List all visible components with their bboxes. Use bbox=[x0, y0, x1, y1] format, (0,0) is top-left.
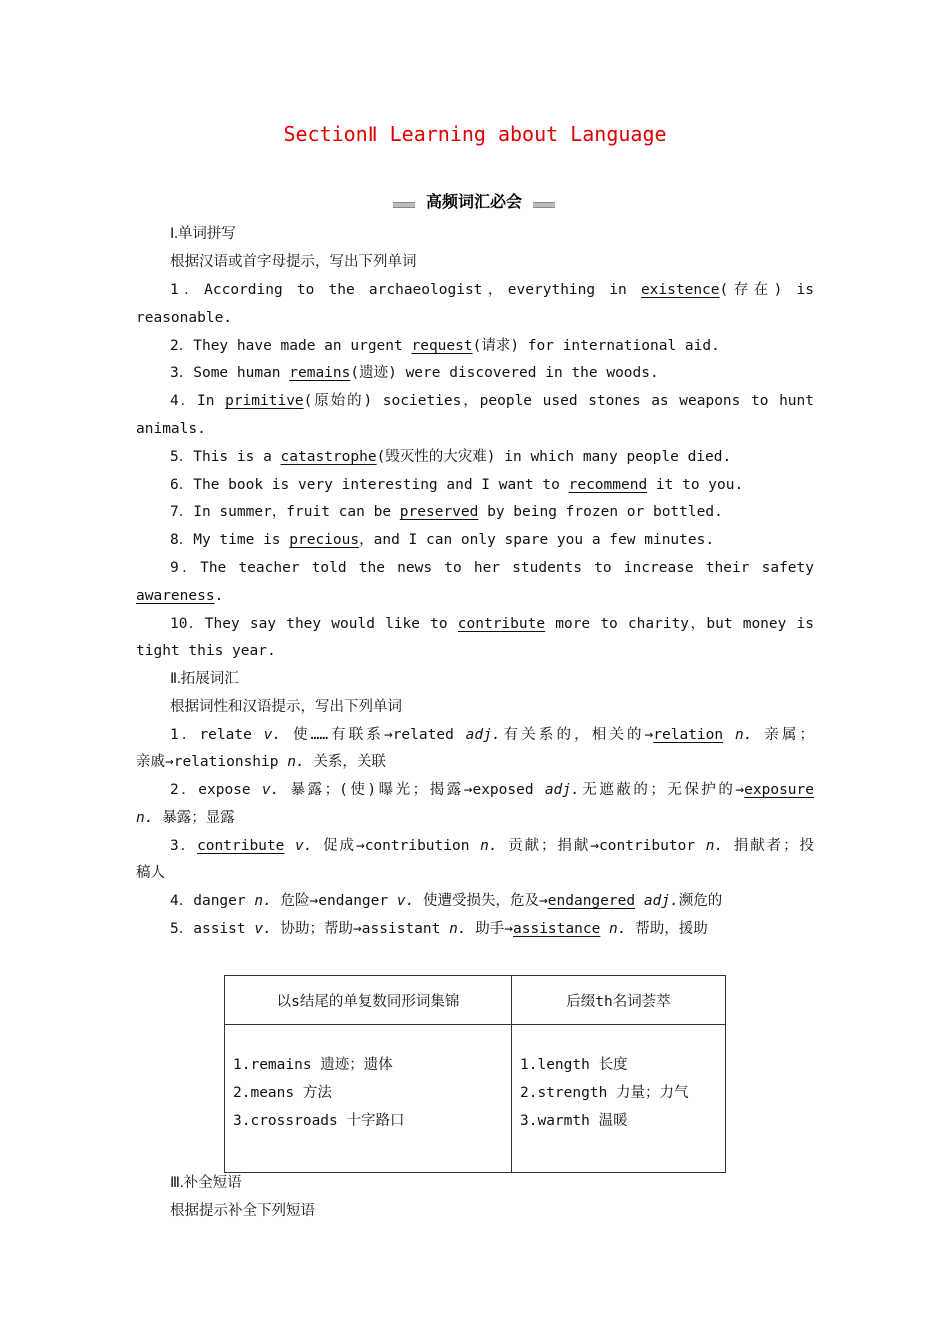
section-banner bbox=[393, 191, 555, 215]
sec3-heading: Ⅲ.补全短语 bbox=[170, 1175, 242, 1191]
banner-label: 高频词汇必会 bbox=[415, 191, 533, 213]
vocab-table bbox=[224, 975, 726, 1173]
answer: existence bbox=[640, 282, 720, 298]
list-item: 7．In summer，fruit can be preserved by being frozen or bottled. bbox=[170, 504, 723, 520]
sec1-instruction: 根据汉语或首字母提示，写出下列单词 bbox=[170, 254, 417, 270]
sec2-heading: Ⅱ.拓展词汇 bbox=[170, 671, 239, 687]
answer: exposure bbox=[744, 782, 814, 798]
list-item: 6．The book is very interesting and I want to recommend it to you. bbox=[170, 477, 744, 493]
list-item-cont: 亲戚→relationship n. 关系，关联 bbox=[136, 754, 386, 770]
list-item: 10．They say they would like to contribute more to charity，but money is bbox=[170, 616, 814, 632]
list-item-cont: 稿人 bbox=[136, 865, 165, 881]
sec2-instruction: 根据词性和汉语提示，写出下列单词 bbox=[170, 699, 402, 715]
table-cell-1 bbox=[225, 1025, 512, 1173]
answer: remains bbox=[289, 365, 351, 381]
list-item: 3．Some human remains(遗迹) were discovered in the woods. bbox=[170, 365, 659, 381]
table-line: 2.strength 力量；力气 bbox=[520, 1085, 689, 1101]
sec3-instruction: 根据提示补全下列短语 bbox=[170, 1203, 315, 1219]
table-header-2: 后缀th名词荟萃 bbox=[512, 976, 726, 1025]
answer: contribute bbox=[457, 616, 546, 632]
answer: recommend bbox=[568, 477, 648, 493]
answer: assistance bbox=[513, 921, 601, 937]
sec1-heading: Ⅰ.单词拼写 bbox=[170, 226, 236, 242]
list-item-cont: tight this year. bbox=[136, 643, 276, 659]
list-item: 8．My time is precious，and I can only spare you a few minutes. bbox=[170, 532, 715, 548]
table-line: 1.remains 遗迹；遗体 bbox=[233, 1057, 393, 1073]
answer: endangered bbox=[547, 893, 636, 909]
table-cell-2 bbox=[512, 1025, 726, 1173]
table-line: 3.crossroads 十字路口 bbox=[233, 1113, 405, 1129]
answer: request bbox=[411, 338, 473, 354]
answer: awareness bbox=[136, 588, 215, 604]
page-title: SectionⅡ Learning about Language bbox=[283, 122, 667, 146]
list-item: 3．contribute v. 促成→contribution n. 贡献；捐献→contributor n. 捐献者；投 bbox=[170, 838, 814, 854]
list-item: 2．expose v. 暴露；(使)曝光；揭露→exposed adj.无遮蔽的；无保护的→exposure bbox=[170, 782, 814, 798]
list-item: 5．This is a catastrophe(毁灭性的大灾难) in which many people died. bbox=[170, 449, 732, 465]
list-item: 1．According to the archaeologist，everything in existence(存在) is bbox=[170, 282, 815, 298]
answer: catastrophe bbox=[280, 449, 377, 465]
table-line: 3.warmth 温暖 bbox=[520, 1113, 628, 1129]
list-item-cont: n. 暴露；显露 bbox=[136, 810, 235, 826]
list-item-cont: animals. bbox=[136, 421, 206, 437]
list-item: 9．The teacher told the news to her students to increase their safety bbox=[170, 560, 814, 576]
list-item: 1．relate v. 使……有联系→related adj.有关系的，相关的→relation n. 亲属； bbox=[170, 727, 814, 743]
answer: relation bbox=[653, 727, 724, 743]
table-line: 1.length 长度 bbox=[520, 1057, 628, 1073]
list-item: 4．danger n. 危险→endanger v. 使遭受损失，危及→endangered adj.濒危的 bbox=[170, 893, 723, 909]
table-header-1: 以s结尾的单复数同形词集锦 bbox=[225, 976, 512, 1025]
list-item-cont: reasonable. bbox=[136, 310, 233, 326]
table-line: 2.means 方法 bbox=[233, 1085, 332, 1101]
answer: preserved bbox=[399, 504, 479, 520]
list-item: 2．They have made an urgent request(请求) for international aid. bbox=[170, 338, 720, 354]
answer: contribute bbox=[197, 838, 285, 854]
list-item: 4．In primitive(原始的) societies，people used stones as weapons to hunt bbox=[170, 393, 814, 409]
list-item: 5．assist v. 协助；帮助→assistant n. 助手→assistance n. 帮助，援助 bbox=[170, 921, 708, 937]
answer: precious bbox=[289, 532, 360, 548]
answer: primitive bbox=[225, 393, 304, 409]
list-item-cont: awareness. bbox=[136, 588, 224, 604]
